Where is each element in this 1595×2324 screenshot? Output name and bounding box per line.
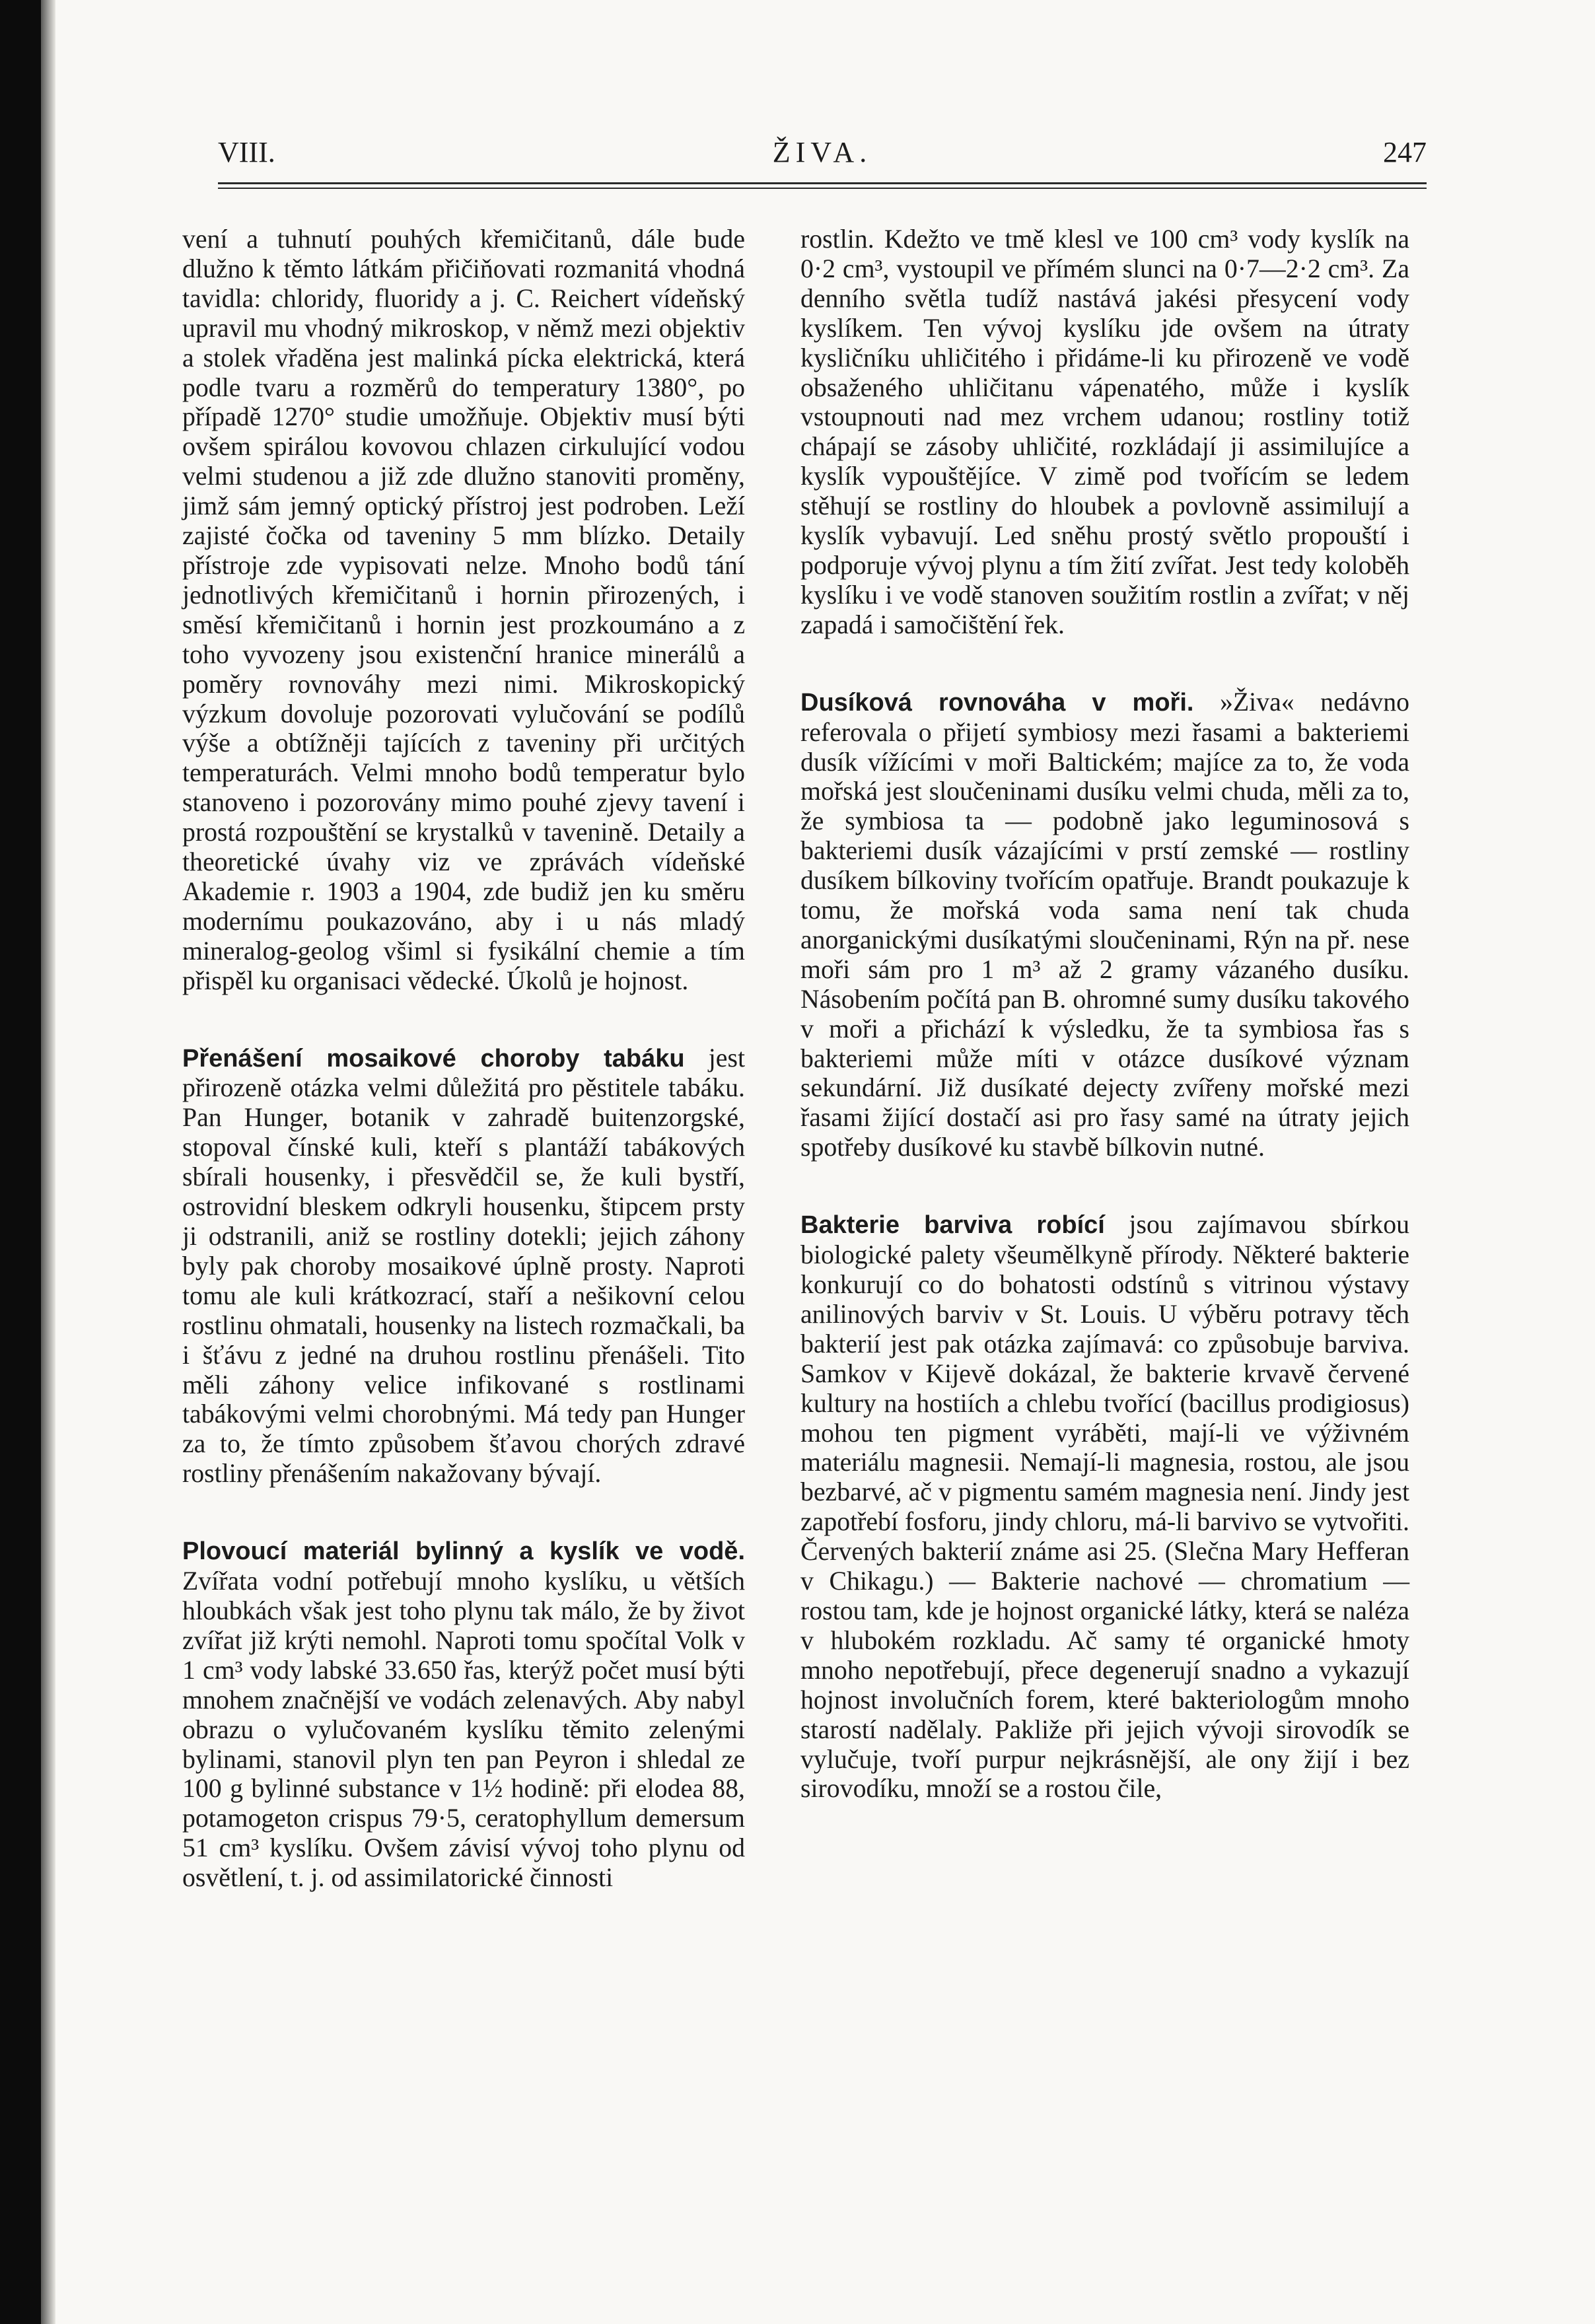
section-gap — [800, 640, 1409, 687]
paragraph-text: jsou zajímavou sbírkou biologické palety všeumělkyně přírody. Některé bakterie konkurují co do bohatosti odstínů s vitrinou výstavy anilinových barviv v St. Louis. U výběru potravy těch bakterií jest pak otázka zajímavá: co způsobuje barviva. Samkov v Kijevě dokázal, že bakterie krvavě červené kultury na hostiích a chlebu tvořící (bacillus prodigiosus) mohou ten pigment vyráběti, mají-li ve výživném materiálu magnesii. Nemají-li magnesia, rostou, ale jsou bezbarvé, ač v pigmentu samém magnesia není. Jindy jest zapotřebí fosforu, jindy chloru, má-li barvivo se vytvořiti. Červených bakterií známe asi 25. (Slečna Mary Hefferan v Chikagu.) — Bakterie nachové — chromatium — rostou tam, kde je hojnost organické látky, která se naléza v hlubokém rozkladu. Ač samy té organické hmoty mnoho nepotřebují, přece degenerují snadno a vykazují hojnost involučních forem, které bakteriologům mnoho starostí nadělaly. Pakliže při jejich vývoji sirovodík se vylučuje, tvoří purpur nejkrásnější, ale ony žijí i bez sirovodíku, množí se a rostou čile, — [800, 1210, 1410, 1804]
left-column — [182, 225, 745, 1893]
paragraph-text: Zvířata vodní potřebují mnoho kyslíku, u větších hloubkách však jest toho plynu tak málo, že by život zvířat již krýti nemohl. Naproti tomu spočítal Volk v 1 cm³ vody labské 33.650 řas, kterýž počet musí býti mnohem značnější ve vodách zelenavých. Aby nabyl obrazu o vylučovaném kyslíku těmito zelenými bylinami, stanovil plyn ten pan Peyron i shledal ze 100 g bylinné substance v 1½ hodině: při elodea 88, potamogeton crispus 79·5, ceratophyllum demersum 51 cm³ kyslíku. Ovšem závisí vývoj toho plynu od osvětlení, t. j. od assimilatorické činnosti — [182, 1567, 745, 1893]
paragraph-text: jest přirozeně otázka velmi důležitá pro pěstitele tabáku. Pan Hunger, botanik v zahradě buitenzorgské, stopoval čínské kuli, kteří s plantáží tabákových sbírali housenky, i přesvědčil se, že kuli bystří, ostrovidní bleskem odkryli housenku, štipcem prsty ji odstranili, aniž se rostliny dotekli; jejich záhony byly pak choroby mosaikové úplně prosty. Naproti tomu ale kuli krátkozrací, staří a nešikovní celou rostlinu ohmatali, housenky na listech rozmačkali, ba i šťávu z jedné na druhou rostlinu přenášeli. Tito měli záhony velice infikované s rostlinami tabákovými velmi chorobnými. Má tedy pan Hunger za to, že tímto způsobem šťavou chorých zdravé rostliny přenášením nakažovany bývají. — [182, 1043, 745, 1489]
section-paragraph — [800, 1210, 1409, 1804]
page-number: 247 — [1383, 136, 1427, 168]
section-gap — [182, 996, 745, 1043]
section-paragraph — [182, 1043, 745, 1489]
section-heading: Plovoucí materiál bylinný a kyslík ve vodě. — [182, 1537, 745, 1566]
journal-title: ŽIVA. — [772, 136, 872, 168]
header-rule-thin — [218, 188, 1427, 189]
section-heading: Bakterie barviva robící — [800, 1211, 1105, 1240]
volume-number: VIII. — [218, 136, 275, 168]
paragraph: vení a tuhnutí pouhých křemičitanů, dále bude dlužno k těmto látkám přičiňovati rozmanitá vhodná tavidla: chloridy, fluoridy a j. C. Reichert vídeňský upravil mu vhodný mikroskop, v němž mezi objektiv a stolek vřaděna jest malinká pícka elektrická, která podle tvaru a rozměrů do temperatury 1380°, po případě 1270° studie umožňuje. Objektiv musí býti ovšem spirálou kovovou chlazen cirkulující vodou velmi studenou a již zde dlužno stanoviti proměny, jimž sám jemný optický přístroj jest podroben. Leží zajisté čočka od taveniny 5 mm blízko. Detaily přístroje zde vypisovati nelze. Mnoho bodů tání jednotlivých křemičitanů i hornin přirozených, i směsí křemičitanů i hornin jest prozkoumáno a z toho vyvozeny jsou existenční hranice minerálů a poměry rovnováhy mezi nimi. Mikroskopický výzkum dovoluje pozorovati vylučování se podílů výše a obtížněji tajících z taveniny při určitých temperaturách. Velmi mnoho bodů temperatur bylo stanoveno i pozorovány mimo pouhé zjevy tavení i prostá rozpouštění se krystalků v tavenině. Detaily a theoretické úvahy viz ve zprávách vídeňské Akademie r. 1903 a 1904, zde budiž jen ku směru modernímu poukazováno, aby i u nás mladý mineralog-geolog všiml si fysikální chemie a tím přispěl ku organisaci vědecké. Úkolů je hojnost. — [182, 225, 745, 995]
scan-border — [0, 0, 41, 2324]
paragraph: rostlin. Kdežto ve tmě klesl ve 100 cm³ vody kyslík na 0·2 cm³, vystoupil ve přímém slunci na 0·7—2·2 cm³. Za denního světla tudíž nastává jakési přesycení vody kyslíkem. Ten vývoj kyslíku jde ovšem na útraty kysličníku uhličitého i přidáme-li ku přirozeně ve vodě obsaženého uhličitanu vápenatého, může i kyslík vstoupnouti nad mez vrchem udanou; rostliny totiž chápají se zásoby uhličité, rozkládají ji assimilujíce a kyslík vypouštějíce. V zimě pod tvořícím se ledem stěhují se rostliny do hloubek a povlovně assimilují a kyslík vybavují. Led sněhu prostý světlo propouští i podporuje vývoj plynu a tím žití zvířat. Jest tedy koloběh kyslíku i ve vodě stanoven soužitím rostlin a zvířat; v něj zapadá i samočištění řek. — [800, 225, 1409, 639]
section-heading: Přenášení mosaikové choroby tabáku — [182, 1044, 685, 1073]
section-gap — [800, 1162, 1409, 1210]
right-column — [800, 225, 1409, 1804]
paragraph-text: »Živa« nedávno referovala o přijetí symbiosy mezi řasami a bakteriemi dusík vížícími v moři Baltickém; majíce za to, že voda mořská jest sloučeninami dusíku velmi chuda, měli za to, že symbiosa ta — podobně jako leguminosová s bakteriemi dusík vázajícími v prstí zemské — rostliny dusíkem bílkoviny tvořícím opatřuje. Brandt poukazuje k tomu, že mořská voda sama není tak chuda anorganickými dusíkatými sloučeninami, Rýn na př. nese moři sám pro 1 m³ až 2 gramy vázaného dusíku. Násobením počítá pan B. ohromné sumy dusíku takového v moři a přichází k výsledku, že ta symbiosa řas s bakteriemi může míti v otázce dusíkové význam sekundární. Již dusíkaté dejecty zvířeny mořské mezi řasami žijící dostačí asi pro řasy samé na útraty jejich spotřeby dusíkové ku stavbě bílkovin nutné. — [800, 687, 1410, 1162]
section-paragraph — [182, 1536, 745, 1893]
section-gap — [182, 1489, 745, 1536]
section-paragraph — [800, 687, 1409, 1163]
header-rule — [218, 182, 1427, 184]
section-heading: Dusíková rovnováha v moři. — [800, 688, 1194, 717]
scan-border-shadow — [41, 0, 55, 2324]
running-header — [218, 135, 1427, 175]
